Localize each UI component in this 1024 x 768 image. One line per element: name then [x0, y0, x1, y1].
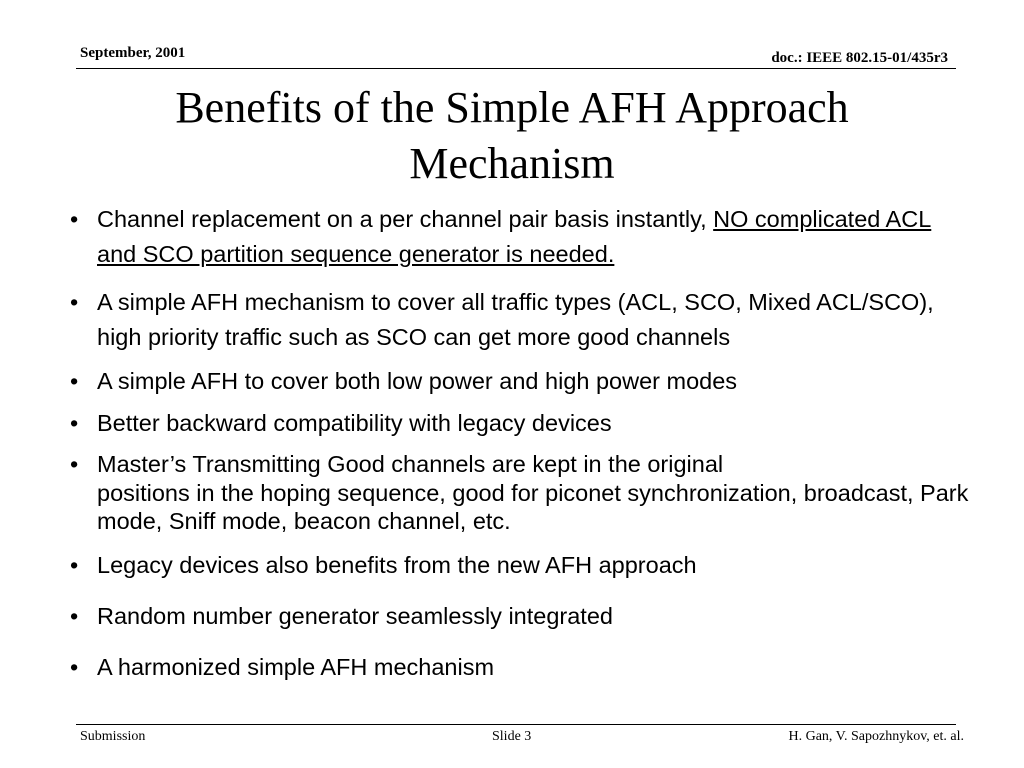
slide-title: [40, 80, 984, 192]
slide-title-line1: Benefits of the Simple AFH Approach: [175, 83, 849, 132]
header-date: September, 2001: [80, 45, 186, 61]
bullet-item: [70, 550, 970, 580]
bullet-item: [70, 408, 970, 438]
footer-divider: [76, 724, 956, 725]
bullet-text: A simple AFH to cover both low power and high power modes: [97, 368, 738, 394]
bullet-item: [70, 652, 970, 682]
bullet-item: [70, 202, 970, 272]
bullet-text-underlined: NO complicated ACL and SCO partition sequence generator is needed.: [97, 206, 932, 267]
bullet-item: [70, 601, 970, 631]
bullet-dot: •: [70, 654, 79, 680]
bullet-text: Random number generator seamlessly integrated: [97, 603, 613, 629]
bullet-dot: •: [70, 368, 79, 394]
bullet-item: [70, 366, 970, 396]
footer-authors: H. Gan, V. Sapozhnykov, et. al.: [788, 729, 964, 744]
bullet-text: Legacy devices also benefits from the new AFH approach: [97, 552, 697, 578]
footer-slide-number: Slide 3: [492, 729, 532, 744]
bullet-text: A harmonized simple AFH mechanism: [97, 654, 495, 680]
bullet-dot: •: [70, 206, 79, 232]
header-divider: [76, 68, 956, 69]
header-doc-id: doc.: IEEE 802.15-01/435r3: [771, 50, 948, 66]
footer-submission: Submission: [80, 729, 146, 744]
bullet-text: Better backward compatibility with legacy devices: [97, 410, 612, 436]
bullet-text-line1: Master’s Transmitting Good channels are kept in the original: [97, 451, 724, 477]
bullet-text: Channel replacement on a per channel pair basis instantly,: [97, 206, 714, 232]
bullet-list: [70, 202, 970, 682]
bullet-text: A simple AFH mechanism to cover all traffic types (ACL, SCO, Mixed ACL/SCO), high priority traffic such as SCO can get more good channels: [97, 289, 934, 350]
bullet-item: [70, 450, 970, 535]
bullet-dot: •: [70, 603, 79, 629]
bullet-dot: •: [70, 552, 79, 578]
bullet-dot: •: [70, 289, 79, 315]
bullet-item: [70, 285, 970, 355]
bullet-dot: •: [70, 451, 79, 477]
slide-title-line2: Mechanism: [409, 139, 615, 188]
bullet-dot: •: [70, 410, 79, 436]
bullet-text-rest: positions in the hoping sequence, good for piconet synchronization, broadcast, Park mode, Sniff mode, beacon channel, etc.: [97, 480, 969, 534]
